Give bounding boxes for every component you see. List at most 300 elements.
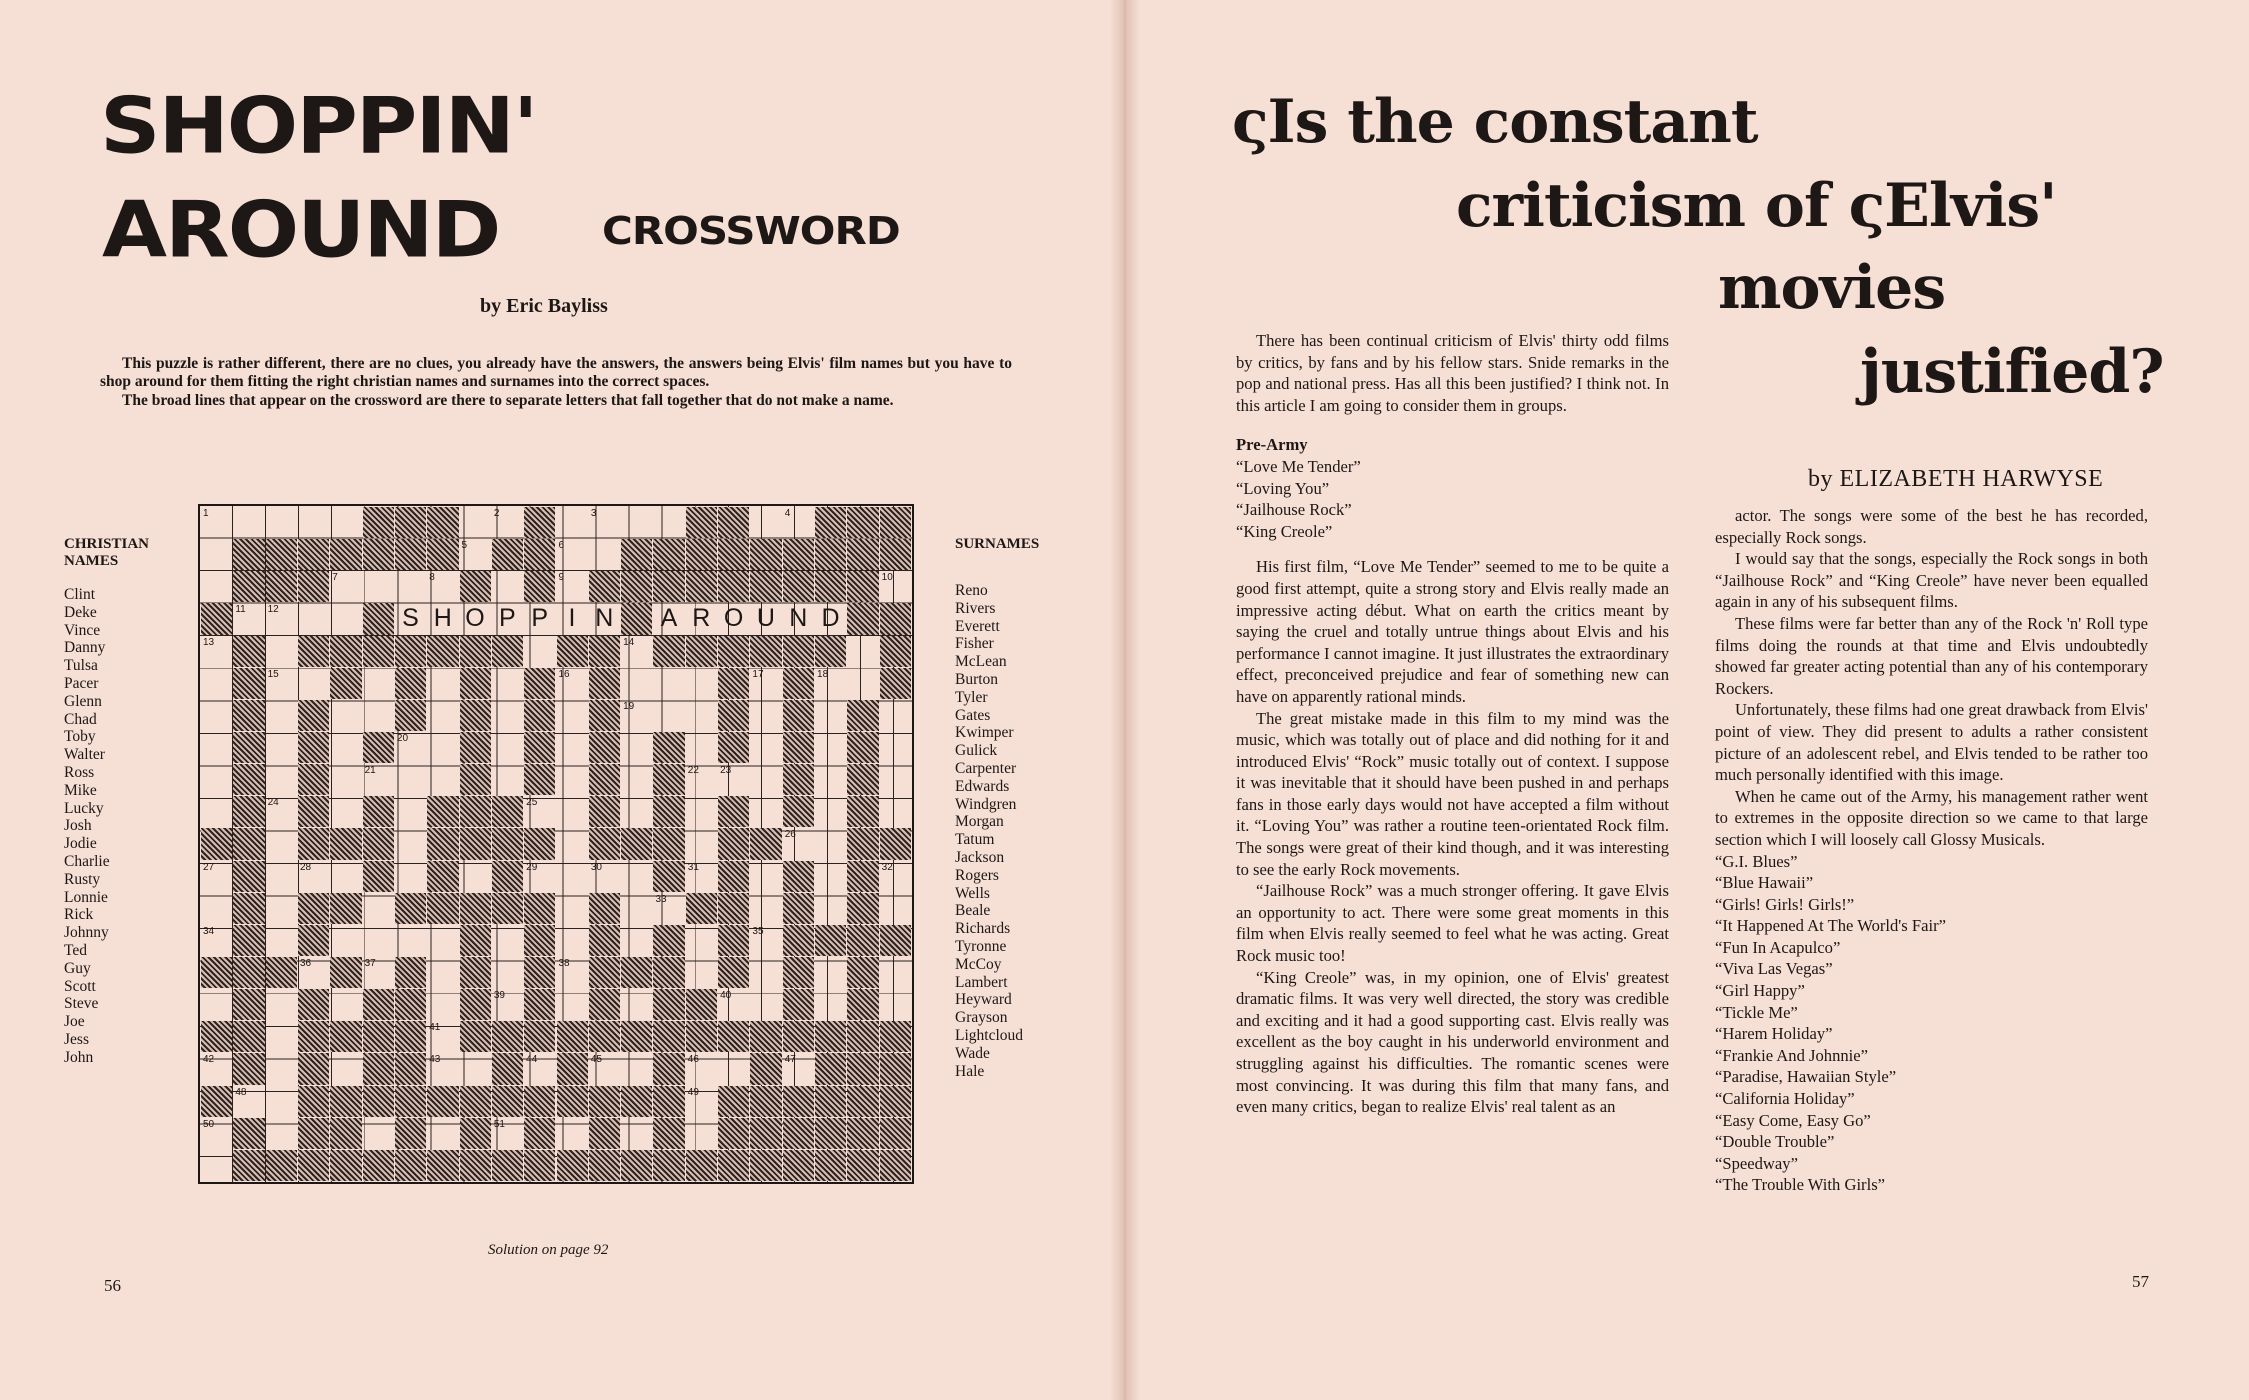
title-line-2: AROUND [102, 184, 500, 276]
shaded-cell [330, 957, 361, 988]
shaded-cell [233, 893, 264, 924]
christian-name: Guy [64, 959, 91, 977]
shaded-cell [880, 539, 911, 570]
cell-number: 42 [203, 1054, 215, 1066]
shaded-cell [589, 989, 620, 1020]
article-paragraph: When he came out of the Army, his management rather went to extremes in the opposite direction so we came to that large section which I will loosely call Glossy Musicals. [1715, 786, 2148, 849]
shaded-cell [815, 1086, 846, 1117]
shaded-cell [880, 636, 911, 667]
article-paragraph: I would say that the songs, especially the Rock songs in both “Jailhouse Rock” and “King Creole” have never been equalled again in any of his subsequent films. [1715, 549, 2148, 612]
shaded-cell [330, 1021, 361, 1052]
shaded-cell [460, 636, 491, 667]
surname: Windgren [955, 795, 1017, 813]
shaded-cell [847, 1053, 878, 1084]
shaded-cell [589, 732, 620, 763]
cell-number: 34 [203, 925, 215, 937]
shaded-cell [880, 1053, 911, 1084]
christian-name: Danny [64, 639, 106, 657]
shaded-cell [395, 539, 426, 570]
surnames-heading: SURNAMES [955, 536, 1040, 552]
shaded-cell [783, 957, 814, 988]
shaded-cell [427, 828, 458, 859]
shaded-cell [750, 571, 781, 602]
shaded-cell [492, 893, 523, 924]
shaded-cell [266, 957, 297, 988]
given-letter: N [595, 604, 614, 633]
shaded-cell [653, 957, 684, 988]
shaded-cell [330, 1086, 361, 1117]
cell-number: 10 [881, 572, 893, 584]
shaded-cell [363, 732, 394, 763]
shaded-cell [589, 1086, 620, 1117]
cell-number: 40 [720, 990, 732, 1002]
shaded-cell [880, 507, 911, 538]
shaded-cell [847, 603, 878, 634]
shaded-cell [653, 1053, 684, 1084]
shaded-cell [621, 571, 652, 602]
shaded-cell [621, 1150, 652, 1181]
shaded-cell [524, 1118, 555, 1149]
shaded-cell [783, 764, 814, 795]
christian-name: Josh [64, 817, 92, 835]
shaded-cell [427, 893, 458, 924]
shaded-cell [233, 764, 264, 795]
shaded-cell [233, 989, 264, 1020]
headline-line-3: movies [1718, 253, 1946, 323]
cell-number: 50 [203, 1118, 215, 1130]
shaded-cell [395, 1118, 426, 1149]
cell-number: 45 [590, 1054, 602, 1066]
shaded-cell [460, 1150, 491, 1181]
shaded-cell [557, 1053, 588, 1084]
film-title: “Easy Come, Easy Go” [1715, 1110, 1871, 1130]
shaded-cell [524, 668, 555, 699]
shaded-cell [298, 700, 329, 731]
cell-number: 24 [267, 797, 279, 809]
cell-number: 41 [429, 1022, 441, 1034]
cell-number: 23 [720, 765, 732, 777]
shaded-cell [653, 989, 684, 1020]
shaded-cell [589, 1118, 620, 1149]
shaded-cell [363, 989, 394, 1020]
shaded-cell [233, 1150, 264, 1181]
shaded-cell [492, 828, 523, 859]
shaded-cell [718, 1021, 749, 1052]
shaded-cell [233, 861, 264, 892]
given-letter: H [433, 604, 452, 633]
christian-names-list [64, 536, 174, 1067]
surname: Wade [955, 1044, 990, 1062]
christian-name: Scott [64, 977, 96, 995]
cell-number: 43 [429, 1054, 441, 1066]
cell-number: 47 [784, 1054, 796, 1066]
shaded-cell [395, 1053, 426, 1084]
cell-number: 22 [687, 765, 699, 777]
shaded-cell [460, 764, 491, 795]
shaded-cell [460, 925, 491, 956]
surname: Lightcloud [955, 1026, 1024, 1044]
shaded-cell [750, 1150, 781, 1181]
film-list [1715, 851, 2148, 1197]
film-title: “Speedway” [1715, 1153, 1798, 1173]
shaded-cell [524, 989, 555, 1020]
shaded-cell [233, 1118, 264, 1149]
shaded-cell [718, 539, 749, 570]
shaded-cell [266, 1150, 297, 1181]
article-column-1 [1236, 330, 1669, 1118]
shaded-cell [460, 700, 491, 731]
shaded-cell [589, 796, 620, 827]
surname: McLean [955, 653, 1007, 671]
cell-number: 14 [623, 636, 635, 648]
article-byline: by ELIZABETH HARWYSE [1808, 466, 2104, 492]
christian-name: Walter [64, 746, 105, 764]
cell-number: 32 [881, 861, 893, 873]
surname: Tyler [955, 688, 988, 706]
shaded-cell [298, 539, 329, 570]
shaded-cell [330, 893, 361, 924]
shaded-cell [524, 539, 555, 570]
shaded-cell [524, 764, 555, 795]
cell-number: 39 [493, 990, 505, 1002]
shaded-cell [815, 507, 846, 538]
surname: Morgan [955, 813, 1004, 831]
film-title: “Love Me Tender” [1236, 456, 1361, 476]
shaded-cell [718, 668, 749, 699]
shaded-cell [880, 1150, 911, 1181]
christian-name: Toby [64, 728, 96, 746]
film-title: “Harem Holiday” [1715, 1024, 1833, 1044]
shaded-cell [492, 636, 523, 667]
shaded-cell [815, 1118, 846, 1149]
shaded-cell [233, 668, 264, 699]
shaded-cell [783, 1118, 814, 1149]
shaded-cell [492, 1150, 523, 1181]
shaded-cell [298, 1086, 329, 1117]
shaded-cell [524, 1150, 555, 1181]
shaded-cell [266, 571, 297, 602]
solution-note: Solution on page 92 [488, 1242, 609, 1258]
given-letter: D [821, 604, 840, 633]
cell-number: 33 [655, 893, 667, 905]
shaded-cell [298, 925, 329, 956]
shaded-cell [298, 764, 329, 795]
article-paragraph: These films were far better than any of the Rock 'n' Roll type films doing the rounds at that time and Elvis undoubtedly showed far greater acting potential than any of his contemporary Rockers. [1715, 613, 2148, 698]
surname: Wells [955, 884, 990, 902]
shaded-cell [815, 1021, 846, 1052]
christian-name: Mike [64, 781, 97, 799]
shaded-cell [815, 1053, 846, 1084]
shaded-cell [750, 539, 781, 570]
shaded-cell [847, 1021, 878, 1052]
shaded-cell [847, 764, 878, 795]
shaded-cell [395, 668, 426, 699]
shaded-cell [653, 796, 684, 827]
shaded-cell [233, 539, 264, 570]
given-letter: A [660, 604, 678, 633]
shaded-cell [524, 828, 555, 859]
shaded-cell [557, 1021, 588, 1052]
shaded-cell [815, 571, 846, 602]
shaded-cell [783, 1086, 814, 1117]
shaded-cell [589, 764, 620, 795]
given-letter: U [756, 604, 775, 633]
cell-number: 44 [526, 1054, 538, 1066]
shaded-cell [557, 1150, 588, 1181]
cell-number: 11 [235, 604, 246, 616]
shaded-cell [621, 957, 652, 988]
film-list [1236, 456, 1669, 542]
shaded-cell [783, 796, 814, 827]
cell-number: 21 [364, 765, 376, 777]
shaded-cell [427, 1086, 458, 1117]
shaded-cell [363, 828, 394, 859]
cell-number: 18 [817, 668, 829, 680]
shaded-cell [395, 989, 426, 1020]
shaded-cell [298, 1118, 329, 1149]
shaded-cell [201, 603, 232, 634]
christian-name: Vince [64, 621, 101, 639]
shaded-cell [653, 861, 684, 892]
shaded-cell [492, 1053, 523, 1084]
byline: by Eric Bayliss [480, 295, 608, 317]
shaded-cell [524, 732, 555, 763]
shaded-cell [621, 1086, 652, 1117]
shaded-cell [460, 828, 491, 859]
shaded-cell [718, 636, 749, 667]
cell-number: 20 [396, 733, 409, 744]
shaded-cell [815, 539, 846, 570]
film-title: “King Creole” [1236, 521, 1333, 541]
shaded-cell [298, 1021, 329, 1052]
shaded-cell [686, 1150, 717, 1181]
shaded-cell [621, 828, 652, 859]
shaded-cell [783, 636, 814, 667]
article-paragraphs [1236, 556, 1669, 1117]
shaded-cell [395, 507, 426, 538]
shaded-cell [847, 700, 878, 731]
shaded-cell [395, 1021, 426, 1052]
shaded-cell [363, 636, 394, 667]
shaded-cell [589, 700, 620, 731]
given-letter: P [499, 604, 516, 633]
film-title: “G.I. Blues” [1715, 851, 1798, 871]
film-title: “Viva Las Vegas” [1715, 959, 1833, 979]
shaded-cell [395, 1086, 426, 1117]
shaded-cell [621, 603, 652, 634]
shaded-cell [330, 668, 361, 699]
shaded-cell [783, 732, 814, 763]
surname: Carpenter [955, 759, 1017, 777]
shaded-cell [395, 1150, 426, 1181]
shaded-cell [847, 796, 878, 827]
christian-name: Rusty [64, 870, 101, 888]
shaded-cell [330, 1118, 361, 1149]
shaded-cell [524, 1021, 555, 1052]
christian-name: Jess [64, 1030, 89, 1048]
shaded-cell [201, 957, 232, 988]
shaded-cell [363, 1150, 394, 1181]
headline-line-2: criticism of ςElvis' [1456, 171, 2057, 241]
cell-number: 51 [493, 1118, 505, 1130]
cell-number: 27 [203, 861, 215, 873]
film-title: “Blue Hawaii” [1715, 873, 1814, 893]
cell-number: 4 [784, 508, 791, 519]
shaded-cell [880, 1086, 911, 1117]
shaded-cell [718, 700, 749, 731]
shaded-cell [460, 668, 491, 699]
shaded-cell [557, 636, 588, 667]
shaded-cell [589, 925, 620, 956]
christian-name: Charlie [64, 852, 110, 870]
shaded-cell [880, 925, 911, 956]
given-letter: I [568, 604, 576, 633]
christian-name: Joe [64, 1013, 85, 1031]
christian-names-heading: CHRISTIAN NAMES [64, 536, 150, 569]
shaded-cell [298, 1053, 329, 1084]
film-title: “Girls! Girls! Girls!” [1715, 894, 1855, 914]
shaded-cell [783, 989, 814, 1020]
shaded-cell [524, 925, 555, 956]
surname: Lambert [955, 973, 1008, 991]
article-paragraphs [1715, 505, 2148, 851]
cell-number: 9 [558, 572, 565, 584]
shaded-cell [460, 893, 491, 924]
shaded-cell [847, 925, 878, 956]
shaded-cell [492, 1086, 523, 1117]
shaded-cell [298, 893, 329, 924]
given-letter: N [789, 604, 808, 633]
shaded-cell [750, 1053, 781, 1084]
surname: Jackson [955, 848, 1005, 866]
shaded-cell [783, 893, 814, 924]
shaded-cell [524, 700, 555, 731]
shaded-cell [460, 1021, 491, 1052]
film-title: “Loving You” [1236, 478, 1330, 498]
shaded-cell [589, 636, 620, 667]
shaded-cell [201, 828, 232, 859]
shaded-cell [363, 861, 394, 892]
shaded-cell [298, 796, 329, 827]
christian-name: Steve [64, 995, 99, 1013]
surname: Tyronne [955, 937, 1007, 955]
shaded-cell [847, 861, 878, 892]
shaded-cell [686, 989, 717, 1020]
cell-number: 29 [526, 861, 538, 873]
shaded-cell [686, 507, 717, 538]
christian-name: Ted [64, 941, 88, 959]
shaded-cell [718, 893, 749, 924]
shaded-cell [783, 1021, 814, 1052]
title-line-1: SHOPPIN' [100, 80, 537, 172]
shaded-cell [880, 603, 911, 634]
shaded-cell [524, 1086, 555, 1117]
given-letter: O [465, 604, 485, 633]
shaded-cell [653, 1021, 684, 1052]
given-letter: S [402, 604, 419, 633]
shaded-cell [201, 1086, 232, 1117]
article-intro: There has been continual criticism of Elvis' thirty odd films by critics, by fans and by his fellow stars. Snide remarks in the pop and national press. Has all this been justified? I think not. In this article I am going to consider them in groups. [1236, 331, 1669, 415]
shaded-cell [847, 539, 878, 570]
article-paragraph: actor. The songs were some of the best he has recorded, especially Rock songs. [1715, 506, 2148, 547]
shaded-cell [330, 1150, 361, 1181]
shaded-cell [460, 796, 491, 827]
cell-number: 2 [493, 508, 500, 519]
shaded-cell [233, 636, 264, 667]
shaded-cell [750, 1086, 781, 1117]
shaded-cell [847, 1118, 878, 1149]
shaded-cell [653, 539, 684, 570]
shaded-cell [589, 668, 620, 699]
cell-number: 5 [461, 540, 468, 552]
cell-number: 17 [752, 668, 764, 680]
cell-number: 36 [299, 958, 312, 969]
shaded-cell [718, 828, 749, 859]
cell-number: 15 [267, 668, 279, 680]
article-paragraph: Unfortunately, these films had one great drawback from Elvis' point of view. They did present to adults a rather consistent picture of an adolescent rebel, and Elvis tended to be rather too much personally identified with this image. [1715, 700, 2148, 785]
cell-number: 6 [558, 540, 565, 552]
surname: Edwards [955, 777, 1010, 795]
film-title: “Frankie And Johnnie” [1715, 1045, 1868, 1065]
christian-name: Lonnie [64, 888, 108, 906]
shaded-cell [460, 989, 491, 1020]
intro-paragraph: The broad lines that appear on the crossword are there to separate letters that fall together that do not make a name. [122, 392, 894, 409]
shaded-cell [298, 1150, 329, 1181]
shaded-cell [718, 925, 749, 956]
shaded-cell [298, 828, 329, 859]
shaded-cell [783, 668, 814, 699]
christian-name: Pacer [64, 674, 99, 692]
shaded-cell [492, 796, 523, 827]
film-title: “Paradise, Hawaiian Style” [1715, 1067, 1897, 1087]
shaded-cell [783, 571, 814, 602]
surname: Hale [955, 1062, 985, 1080]
shaded-cell [589, 828, 620, 859]
shaded-cell [847, 893, 878, 924]
shaded-cell [653, 1118, 684, 1149]
christian-name: Johnny [64, 924, 109, 942]
shaded-cell [460, 957, 491, 988]
shaded-cell [233, 796, 264, 827]
christian-name: Ross [64, 763, 95, 781]
shaded-cell [233, 828, 264, 859]
shaded-cell [686, 1021, 717, 1052]
shaded-cell [233, 732, 264, 763]
christian-name: Deke [64, 603, 97, 621]
cell-number: 16 [558, 668, 570, 680]
shaded-cell [363, 539, 394, 570]
shaded-cell [524, 571, 555, 602]
shaded-cell [847, 989, 878, 1020]
film-title: “Girl Happy” [1715, 981, 1805, 1001]
surname: Richards [955, 920, 1011, 938]
shaded-cell [395, 636, 426, 667]
cell-number: 8 [429, 572, 435, 584]
shaded-cell [298, 989, 329, 1020]
surname: Grayson [955, 1009, 1008, 1027]
shaded-cell [653, 764, 684, 795]
shaded-cell [395, 893, 426, 924]
cell-number: 25 [526, 797, 538, 809]
shaded-cell [492, 539, 523, 570]
shaded-cell [395, 957, 426, 988]
shaded-cell [750, 1118, 781, 1149]
shaded-cell [783, 925, 814, 956]
shaded-cell [363, 796, 394, 827]
shaded-cell [815, 1150, 846, 1181]
film-title: “It Happened At The World's Fair” [1715, 916, 1946, 936]
shaded-cell [686, 636, 717, 667]
